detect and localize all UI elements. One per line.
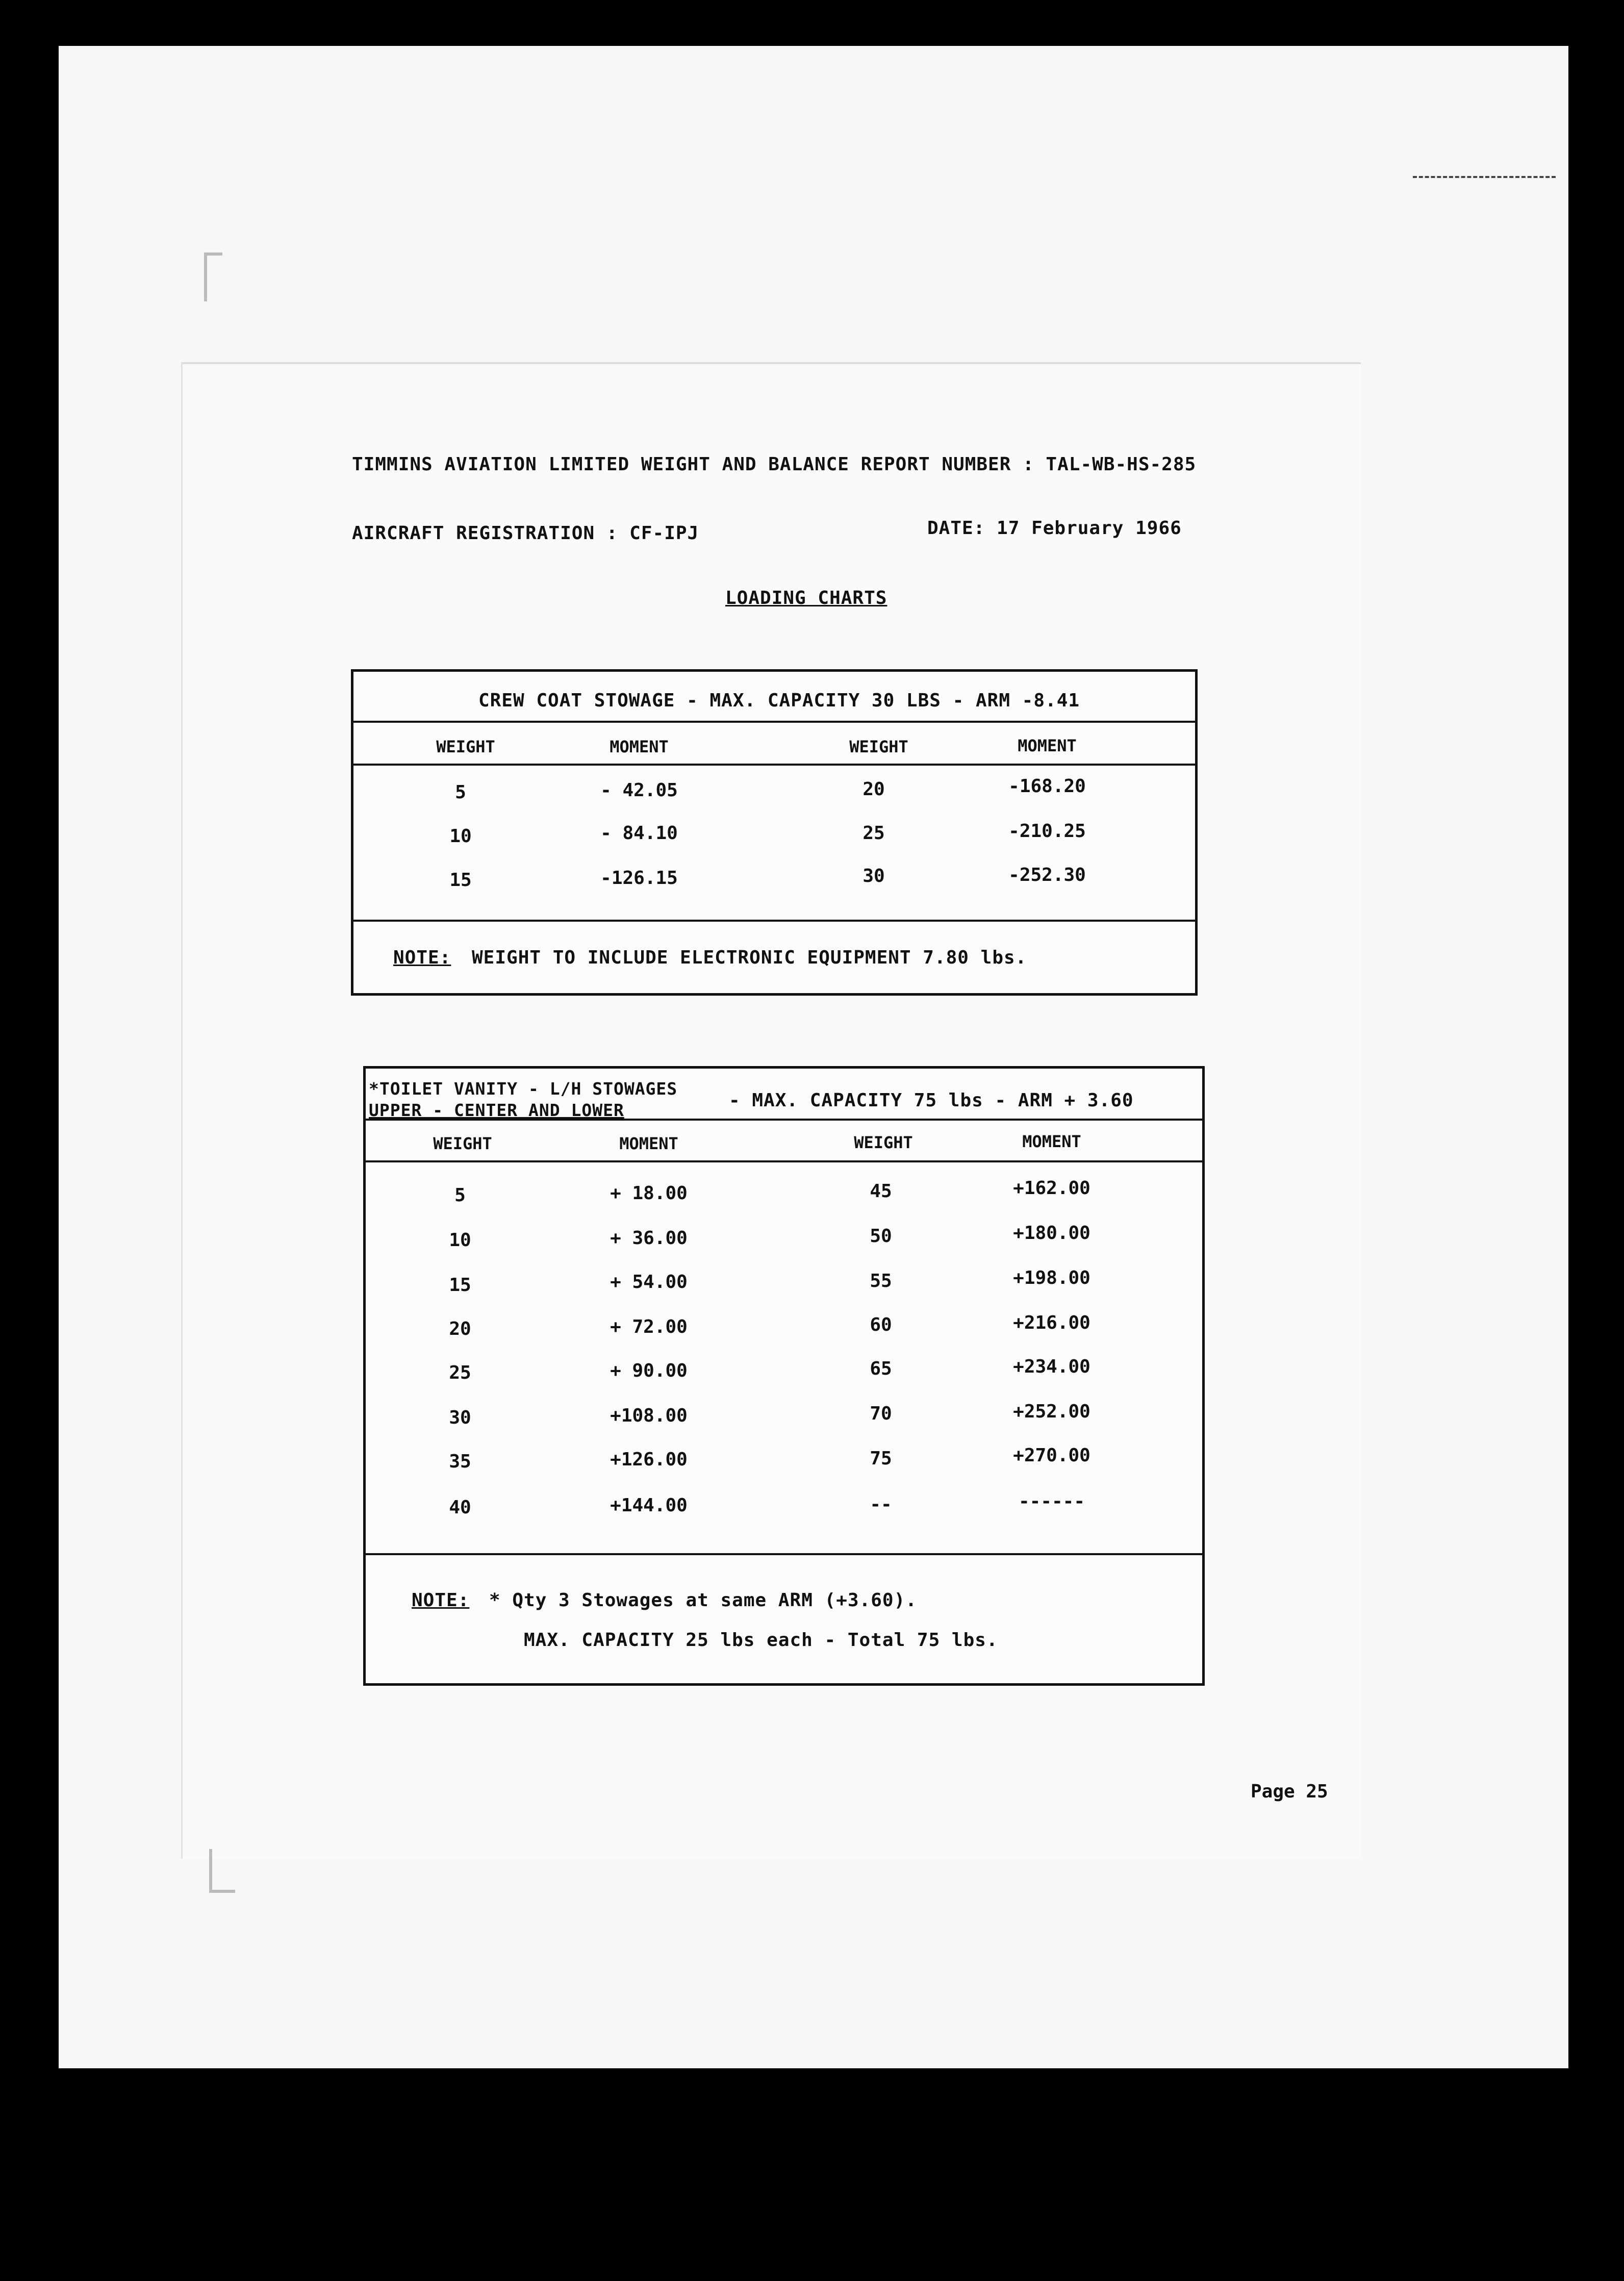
- crew-coat-stowage-table: [351, 669, 1198, 996]
- table2-title-line2: UPPER - CENTER AND LOWER: [369, 1100, 624, 1120]
- page-number: Page 25: [1251, 1781, 1328, 1802]
- table-cell: 25: [449, 1362, 471, 1383]
- table-cell: - 42.05: [600, 780, 678, 801]
- table2-col-moment-1: MOMENT: [619, 1134, 678, 1153]
- table2-col-weight-2: WEIGHT: [854, 1133, 913, 1152]
- report-date: DATE: 17 February 1966: [927, 518, 1182, 539]
- table-cell: +144.00: [610, 1495, 688, 1516]
- table-cell: -252.30: [1008, 865, 1086, 885]
- table1-note-label: NOTE:: [393, 947, 451, 968]
- table-cell: 20: [862, 779, 885, 800]
- table-cell: + 18.00: [610, 1183, 688, 1204]
- table1-title: CREW COAT STOWAGE - MAX. CAPACITY 30 LBS - ARM -8.41: [478, 690, 1080, 711]
- table-cell: 15: [449, 1275, 471, 1296]
- table2-note-line2: MAX. CAPACITY 25 lbs each - Total 75 lbs.: [524, 1630, 998, 1651]
- table1-col-moment-1: MOMENT: [610, 737, 669, 756]
- table1-note: WEIGHT TO INCLUDE ELECTRONIC EQUIPMENT 7.80 lbs.: [472, 947, 1027, 968]
- table-cell: 20: [449, 1319, 471, 1339]
- section-title: LOADING CHARTS: [725, 588, 887, 609]
- table-cell: 30: [862, 866, 885, 886]
- table-cell: 55: [870, 1271, 892, 1291]
- table-cell: 35: [449, 1451, 471, 1472]
- table-cell: + 72.00: [610, 1316, 688, 1337]
- table2-title-line1: *TOILET VANITY - L/H STOWAGES: [369, 1079, 678, 1099]
- table-cell: 60: [870, 1314, 892, 1335]
- table-cell: +180.00: [1013, 1223, 1090, 1244]
- table2-note-label: NOTE:: [412, 1590, 470, 1611]
- corner-mark-bottom: [209, 1849, 235, 1893]
- table-cell: +216.00: [1013, 1312, 1090, 1333]
- table-cell: +234.00: [1013, 1356, 1090, 1377]
- table-cell: -168.20: [1008, 776, 1086, 797]
- table-cell: 5: [455, 782, 466, 803]
- aircraft-registration: AIRCRAFT REGISTRATION : CF-IPJ: [352, 523, 699, 544]
- table-cell: 65: [870, 1358, 892, 1379]
- table-cell: + 90.00: [610, 1360, 688, 1381]
- table-cell: -126.15: [600, 868, 678, 889]
- table1-col-weight-1: WEIGHT: [436, 737, 495, 756]
- table-cell: 5: [454, 1185, 466, 1206]
- margin-dash: [1413, 176, 1556, 178]
- table1-col-weight-2: WEIGHT: [849, 737, 908, 756]
- corner-mark-top: [204, 252, 222, 301]
- table-cell: -210.25: [1008, 821, 1086, 842]
- table-cell: +162.00: [1013, 1178, 1090, 1199]
- table-cell: 10: [449, 826, 472, 847]
- table-cell: 30: [449, 1407, 471, 1428]
- table-cell: +198.00: [1013, 1268, 1090, 1288]
- table-cell: +126.00: [610, 1449, 688, 1470]
- report-number-line: TIMMINS AVIATION LIMITED WEIGHT AND BALANCE REPORT NUMBER : TAL-WB-HS-285: [352, 454, 1197, 475]
- table-cell: +252.00: [1013, 1401, 1090, 1422]
- table1-col-moment-2: MOMENT: [1018, 736, 1077, 755]
- table-cell: --: [870, 1494, 892, 1515]
- toilet-vanity-stowage-table: [363, 1066, 1205, 1686]
- table2-note-line1: * Qty 3 Stowages at same ARM (+3.60).: [489, 1590, 917, 1611]
- table-cell: 25: [862, 823, 885, 844]
- table-cell: + 54.00: [610, 1272, 688, 1292]
- table-cell: 45: [870, 1181, 892, 1202]
- table-cell: +108.00: [610, 1405, 688, 1426]
- table-cell: 75: [870, 1448, 892, 1469]
- table2-col-moment-2: MOMENT: [1022, 1132, 1081, 1151]
- table-cell: + 36.00: [610, 1228, 688, 1249]
- table2-title-right: - MAX. CAPACITY 75 lbs - ARM + 3.60: [729, 1090, 1134, 1111]
- table-cell: 40: [449, 1497, 471, 1518]
- table-cell: ------: [1018, 1491, 1085, 1512]
- table2-col-weight-1: WEIGHT: [433, 1134, 492, 1153]
- table-cell: 50: [870, 1226, 892, 1247]
- table-cell: 70: [870, 1403, 892, 1424]
- table-cell: 15: [449, 870, 472, 891]
- table-cell: 10: [449, 1230, 471, 1251]
- table-cell: +270.00: [1013, 1445, 1090, 1466]
- table-cell: - 84.10: [600, 823, 678, 844]
